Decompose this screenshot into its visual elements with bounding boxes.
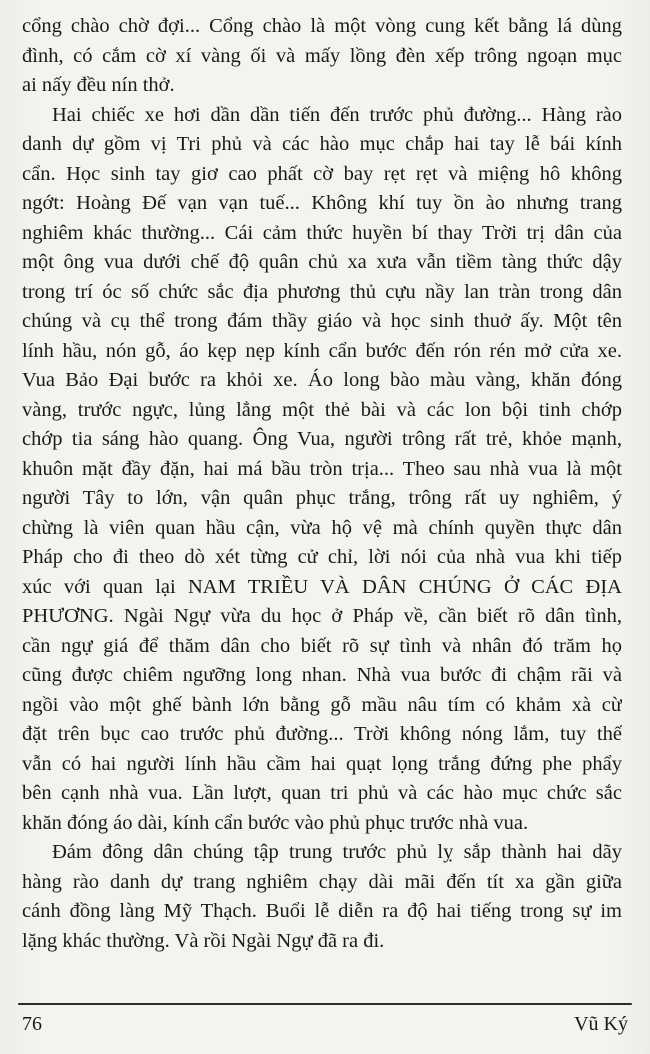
author-name: Vũ Ký	[574, 1013, 628, 1035]
text-line: hàng rào danh dự trang nghiêm chạy dài mãi đến tít xa gần giữa	[22, 870, 622, 893]
text-line: lính hầu, nón gỗ, áo kẹp nẹp kính cẩn bước đến rón rén mở cửa xe.	[22, 339, 622, 362]
text-line: cũng được chiêm ngưỡng long nhan. Nhà vua bước đi chậm rãi và	[22, 664, 622, 686]
text-line: danh dự gồm vị Tri phủ và các hào mục chắp hai tay lễ bái kính	[22, 133, 622, 155]
text-line: PHƯƠNG. Ngài Ngự vừa du học ở Pháp về, cần biết rõ dân tình,	[22, 605, 622, 627]
text-line: vẫn có hai người lính hầu cầm hai quạt lọng trắng đứng phe phẩy	[22, 752, 622, 775]
text-line: ai nấy đều nín thở.	[22, 74, 175, 96]
page-number: 76	[22, 1013, 42, 1035]
text-line: chớp tia sáng hào quang. Ông Vua, người trông rất trẻ, khỏe mạnh,	[22, 428, 622, 450]
text-line: lặng khác thường. Và rồi Ngài Ngự đã ra đi.	[22, 929, 385, 952]
footer-row	[0, 1005, 650, 1036]
text-line: ngồi vào một ghế bành lớn bằng gỗ mầu nâu tím có khảm xà cừ	[22, 693, 622, 716]
text-line: Hai chiếc xe hơi dần dần tiến đến trước phủ đường... Hàng rào	[52, 103, 622, 126]
text-line: đặt trên bục cao trước phủ đường... Trời không nóng lắm, tuy thế	[22, 723, 622, 745]
text-line: ngớt: Hoàng Đế vạn vạn tuế... Không khí tuy ồn ào nhưng trang	[22, 192, 622, 214]
text-line: cánh đồng làng Mỹ Thạch. Buổi lễ diễn ra độ hai tiếng trong sự im	[22, 900, 622, 922]
text-line: một ông vua dưới chế độ quân chủ xa xưa vẫn tiềm tàng thức dậy	[22, 251, 622, 273]
text-line: cẩn. Học sinh tay giơ cao phất cờ bay rẹt rẹt và miệng hô không	[22, 162, 622, 185]
text-line: Pháp cho đi theo dò xét từng cử chỉ, lời nói của nhà vua khi tiếp	[22, 546, 622, 568]
text-line: đình, có cắm cờ xí vàng ối và mấy lồng đèn xếp trông ngoạn mục	[22, 44, 622, 67]
text-line: chừng là viên quan hầu cận, vừa hộ vệ mà chính quyền thực dân	[22, 516, 622, 539]
body-text	[22, 12, 622, 956]
text-line: trong trí óc số chức sắc địa phương thủ cựu nầy lan tràn trong dân	[22, 280, 622, 303]
text-line: xúc với quan lại NAM TRIỀU VÀ DÂN CHÚNG Ở CÁC ĐỊA	[22, 575, 622, 598]
text-line: khuôn mặt đầy đặn, hai má bầu tròn trịa... Theo sau nhà vua là một	[22, 457, 622, 480]
text-line: vàng, trước ngực, lủng lẳng một thẻ bài và các lon bội tinh chớp	[22, 398, 622, 421]
text-line: cổng chào chờ đợi... Cổng chào là một vòng cung kết bằng lá dùng	[22, 15, 622, 37]
text-line: bên cạnh nhà vua. Lần lượt, quan tri phủ và các hào mục chức sắc	[22, 782, 622, 804]
text-line: khăn đóng áo dài, kính cẩn bước vào phủ phục trước nhà vua.	[22, 811, 529, 834]
text-line: Vua Bảo Đại bước ra khỏi xe. Áo long bào màu vàng, khăn đóng	[22, 369, 622, 391]
text-line: Đám đông dân chúng tập trung trước phủ lỵ sắp thành hai dãy	[52, 841, 622, 863]
text-line: cần ngự giá để thăm dân cho biết rõ sự tình và nhân đó trăm họ	[22, 634, 622, 657]
page-footer	[0, 1003, 650, 1036]
text-line: người Tây to lớn, vận quân phục trắng, trông rất uy nghiêm, ý	[22, 487, 622, 509]
text-line: chúng và cụ thể trong đám thầy giáo và học sinh thuở ấy. Một tên	[22, 310, 622, 332]
text-line: nghiêm khác thường... Cái cảm thức huyền bí thay Trời trị dân của	[22, 221, 622, 244]
